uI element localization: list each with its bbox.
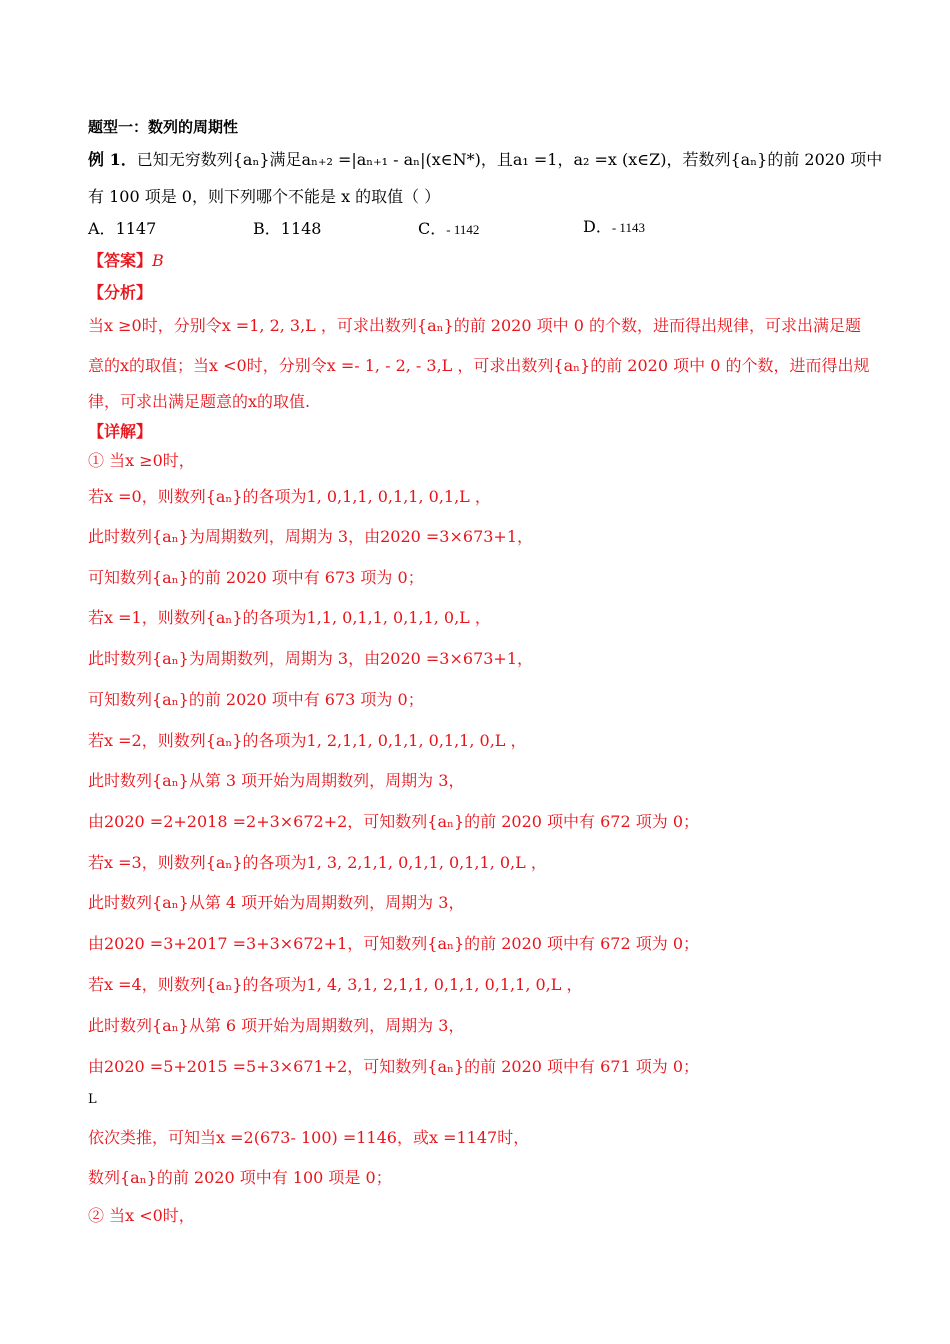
example-line-2: 有 100 项是 0，则下列哪个不能是 x 的取值（ ） <box>88 187 441 206</box>
analysis-line: 当x ≥0时，分别令x =1, 2, 3,L ，可求出数列{aₙ}的前 2020 项中 0 的个数，进而得出规律，可求出满足题 <box>88 316 861 335</box>
detail-line: 由2020 =2+2018 =2+3×672+2，可知数列{aₙ}的前 2020 项中有 672 项为 0； <box>88 812 699 831</box>
option-d[interactable] <box>583 217 645 238</box>
option-c[interactable] <box>418 219 479 240</box>
detail-line: 可知数列{aₙ}的前 2020 项中有 673 项为 0； <box>88 690 424 709</box>
detail-line: 可知数列{aₙ}的前 2020 项中有 673 项为 0； <box>88 568 424 587</box>
option-d-letter: D． <box>583 217 612 236</box>
analysis-tag: 【分析】 <box>88 283 153 302</box>
detail-line: 依次类推，可知当x =2(673- 100) =1146，或x =1147时， <box>88 1128 530 1147</box>
detail-line: 此时数列{aₙ}为周期数列，周期为 3，由2020 =3×673+1， <box>88 527 534 546</box>
detail-line: 此时数列{aₙ}从第 4 项开始为周期数列，周期为 3， <box>88 893 465 912</box>
detail-line: 数列{aₙ}的前 2020 项中有 100 项是 0； <box>88 1168 392 1187</box>
option-b-letter: B． <box>253 219 281 238</box>
example-label: 例 1． <box>88 150 137 169</box>
detail-line: 若x =0，则数列{aₙ}的各项为1, 0,1,1, 0,1,1, 0,1,L ， <box>88 487 491 506</box>
detail-tag: 【详解】 <box>88 422 153 441</box>
detail-line: ① 当x ≥0时， <box>88 451 195 470</box>
detail-line: 若x =2，则数列{aₙ}的各项为1, 2,1,1, 0,1,1, 0,1,1, 0,L ， <box>88 731 527 750</box>
option-c-value: - 1142 <box>446 222 480 237</box>
example-line-1 <box>88 150 882 170</box>
analysis-line: 律，可求出满足题意的x的取值. <box>88 392 311 411</box>
detail-line: 若x =3，则数列{aₙ}的各项为1, 3, 2,1,1, 0,1,1, 0,1,1, 0,L ， <box>88 853 547 872</box>
answer-tag: 【答案】 <box>88 251 153 270</box>
detail-line: ② 当x <0时， <box>88 1206 195 1225</box>
detail-line: 由2020 =5+2015 =5+3×671+2，可知数列{aₙ}的前 2020 项中有 671 项为 0； <box>88 1057 699 1076</box>
option-b[interactable] <box>253 219 321 239</box>
option-a-letter: A． <box>88 219 116 238</box>
detail-line: 若x =1，则数列{aₙ}的各项为1,1, 0,1,1, 0,1,1, 0,L ， <box>88 608 491 627</box>
option-a[interactable] <box>88 219 156 239</box>
answer-value: B <box>152 251 164 270</box>
detail-line: 由2020 =3+2017 =3+3×672+1，可知数列{aₙ}的前 2020 项中有 672 项为 0； <box>88 934 699 953</box>
section-title: 题型一：数列的周期性 <box>88 118 239 136</box>
answer-line <box>88 251 164 271</box>
option-b-value: 1148 <box>280 219 322 238</box>
example-text-1: 已知无穷数列{aₙ}满足aₙ₊₂ =|aₙ₊₁ - aₙ|(x∈N*)，且a₁ =1，a₂ =x (x∈Z)，若数列{aₙ}的前 2020 项中 <box>136 150 883 169</box>
analysis-line: 意的x的取值；当x <0时，分别令x =- 1, - 2, - 3,L ，可求出数列{aₙ}的前 2020 项中 0 的个数，进而得出规 <box>88 356 870 375</box>
ellipsis-line: L <box>88 1092 97 1107</box>
detail-line: 此时数列{aₙ}从第 6 项开始为周期数列，周期为 3， <box>88 1016 465 1035</box>
detail-line: 若x =4，则数列{aₙ}的各项为1, 4, 3,1, 2,1,1, 0,1,1, 0,1,1, 0,L ， <box>88 975 583 994</box>
detail-line: 此时数列{aₙ}从第 3 项开始为周期数列，周期为 3， <box>88 771 465 790</box>
option-c-letter: C． <box>418 219 447 238</box>
option-d-value: - 1143 <box>611 220 645 235</box>
option-a-value: 1147 <box>115 219 157 238</box>
detail-line: 此时数列{aₙ}为周期数列，周期为 3，由2020 =3×673+1， <box>88 649 534 668</box>
